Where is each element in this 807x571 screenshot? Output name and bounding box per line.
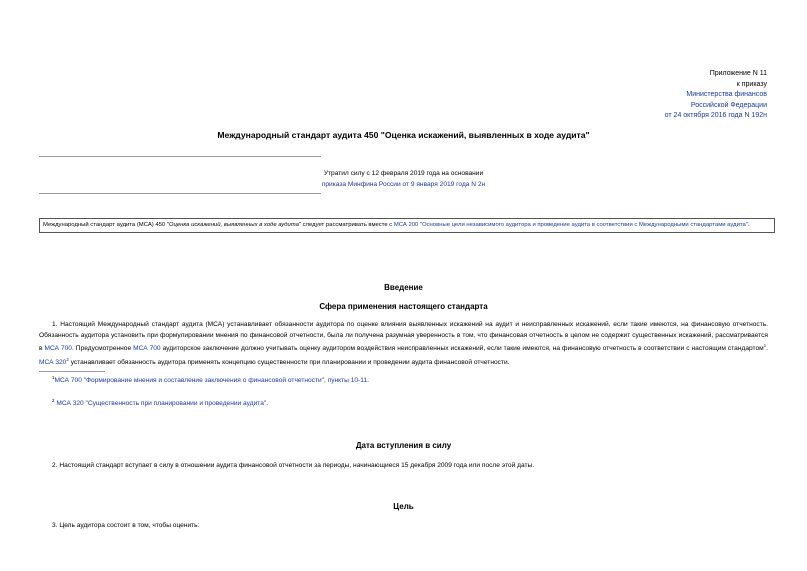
note-text: .	[747, 222, 750, 228]
footnote-divider	[39, 371, 105, 372]
paragraph-3: 3. Цель аудитора состоит в том, чтобы оценить:	[52, 522, 200, 529]
footnote-mark: 2	[52, 398, 55, 403]
note-box	[39, 218, 775, 233]
paragraph-2: 2. Настоящий стандарт вступает в силу в отношении аудита финансовой отчетности за периоды, начинающиеся 15 декабря 2009 года или после этой даты.	[52, 462, 535, 469]
appendix-block	[665, 69, 767, 122]
divider	[39, 156, 321, 157]
paragraph-text: устанавливает обязанность аудитора применять концепцию существенности при планировании и проведении аудита финансовой отчетности.	[68, 358, 510, 366]
appendix-link[interactable]: от 24 октября 2016 года N 192н	[664, 112, 767, 119]
link-msa700[interactable]: МСА 700	[44, 345, 72, 353]
link-msa320[interactable]: МСА 320	[39, 358, 67, 366]
lost-force-link[interactable]: приказа Минфина России от 9 января 2019 года N 2н	[321, 181, 486, 188]
heading-effective-date: Дата вступления в силу	[355, 441, 452, 450]
document-title: Международный стандарт аудита 450 "Оценка искажений, выявленных в ходе аудита"	[217, 130, 590, 140]
appendix-link[interactable]: Российской Федерации	[690, 101, 767, 109]
paragraph-text: .	[766, 345, 769, 353]
paragraph-text: . Предусмотренное	[71, 345, 134, 353]
footnote-mark: 1	[52, 375, 55, 380]
appendix-line: Приложение N 11	[709, 70, 767, 77]
footnote-ref-2[interactable]: 2	[66, 356, 69, 362]
heading-intro: Введение	[384, 283, 423, 292]
heading-goal: Цель	[393, 502, 414, 511]
footnote-ref-1[interactable]: 1	[763, 343, 767, 348]
paragraph-1	[39, 320, 768, 368]
footnote-2	[52, 398, 268, 407]
footnote-text: .	[367, 377, 369, 385]
lost-force-text: Утратил силу с 12 февраля 2019 года на основании	[323, 170, 484, 177]
note-italic: Оценка искажений, выявленных в ходе аудита	[168, 222, 299, 228]
divider	[39, 193, 321, 194]
footnote-1	[52, 375, 369, 384]
lost-force-notice	[0, 168, 807, 190]
paragraph-text: аудиторское заключение должно учитывать оценку аудитором воздействия неисправленных искажений, если такие имеются, на финансовую отчетность в соответствии с настоящим стандартом	[160, 345, 764, 353]
note-text: Международный стандарт аудита (МСА) 450 "	[43, 222, 169, 228]
footnote-link-msa700[interactable]: МСА 700 "Формирование мнения и составление заключения о финансовой отчетности", пункты 10-11	[54, 377, 368, 385]
paragraph-text: 1. Настоящий Международный стандарт аудита (МСА) устанавливает обязанности аудитора по оценке влияния выявленных искажений на аудит и неисправленных искажений, если такие имеются, на финансовую отчетность. Обязанность аудитора установить при формулировании мнения по финансовой отчетности, была ли получена разумная уверенность в том, что финансовая отчетность в целом не содержит существенных искажений, рассматривается в	[39, 321, 768, 353]
footnote-link-msa320[interactable]: МСА 320 "Существенность при планировании и проведении аудита"	[56, 400, 267, 408]
footnote-text: .	[266, 400, 269, 408]
appendix-link[interactable]: Министерства финансов	[686, 91, 767, 98]
note-text: " следует рассматривать вместе с	[298, 222, 394, 228]
link-msa700[interactable]: МСА 700	[133, 345, 161, 353]
note-link-msa200[interactable]: МСА 200 "Основные цели независимого аудитора и проведение аудита в соответствии с Международными стандартами аудита"	[393, 222, 748, 228]
heading-scope: Сфера применения настоящего стандарта	[319, 302, 488, 311]
appendix-line: к приказу	[736, 80, 767, 88]
